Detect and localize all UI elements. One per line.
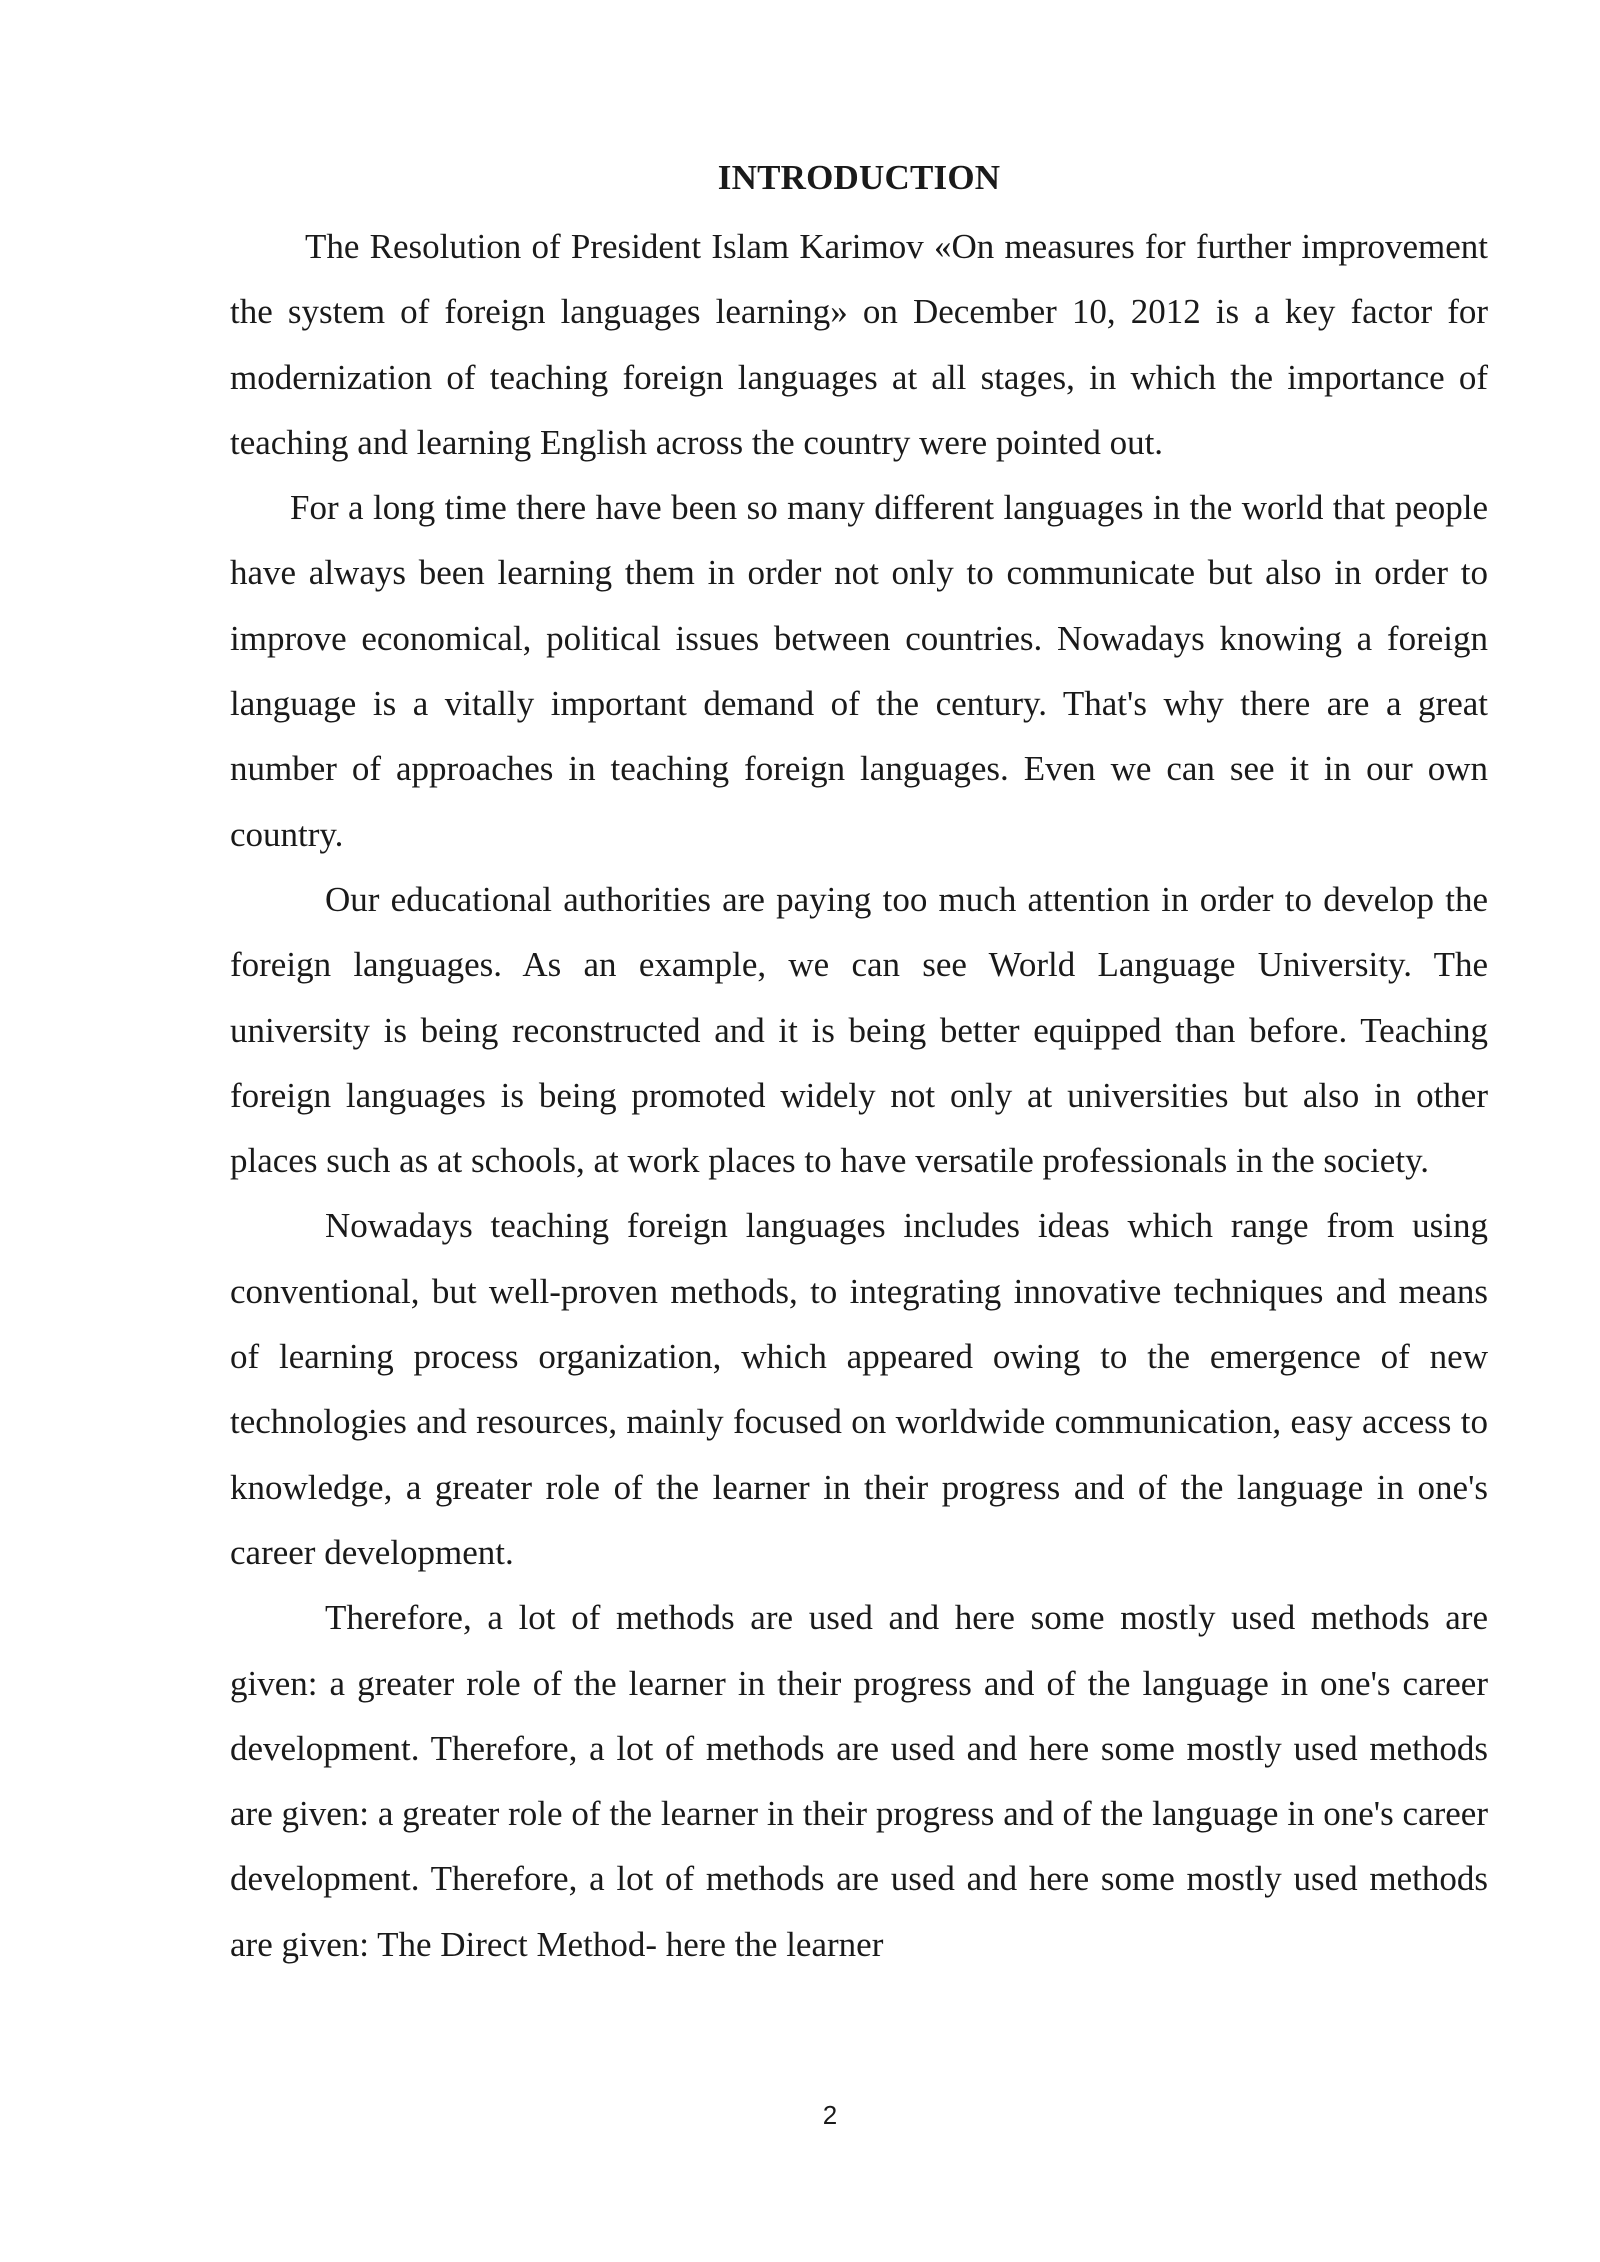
paragraph-languages-history: For a long time there have been so many different languages in the world that people have always been learning them in order not only to communicate but also in order to improve economical, political issues between countries. Nowadays knowing a foreign language is a vitally important demand of the century. That's why there are a great number of approaches in teaching foreign languages. Even we can see it in our own country. <box>230 488 1488 854</box>
page-number: 2 <box>822 2100 838 2130</box>
paragraph-educational-authorities: Our educational authorities are paying too much attention in order to develop the foreign languages. As an example, we can see World Language University. The university is being reconstructed and it is being better equipped than before. Teaching foreign languages is being promoted widely not only at universities but also in other places such as at schools, at work places to have versatile professionals in the society. <box>230 879 1488 1181</box>
paragraph-teaching-methods: Nowadays teaching foreign languages includes ideas which range from using conventional, but well-proven methods, to integrating innovative techniques and means of learning process organization, which appeared owing to the emergence of new technologies and resources, mainly focused on worldwide communication, easy access to knowledge, a greater role of the learner in their progress and of the language in one's career development. <box>230 1206 1488 1572</box>
page-title: INTRODUCTION <box>717 158 1001 197</box>
paragraph-methods-list: Therefore, a lot of methods are used and here some mostly used methods are given: a greater role of the learner in their progress and of the language in one's career development. Therefore, a lot of methods are used and here some mostly used methods are given: a greater role of the learner in their progress and of the language in one's career development. Therefore, a lot of methods are used and here some mostly used methods are given: The Direct Method- here the learner <box>230 1598 1488 1964</box>
paragraph-resolution: The Resolution of President Islam Karimov «On measures for further improvement the system of foreign languages learning» on December 10, 2012 is a key factor for modernization of teaching foreign languages at all stages, in which the importance of teaching and learning English across the country were pointed out. <box>230 227 1488 462</box>
page-content <box>230 150 1488 1977</box>
